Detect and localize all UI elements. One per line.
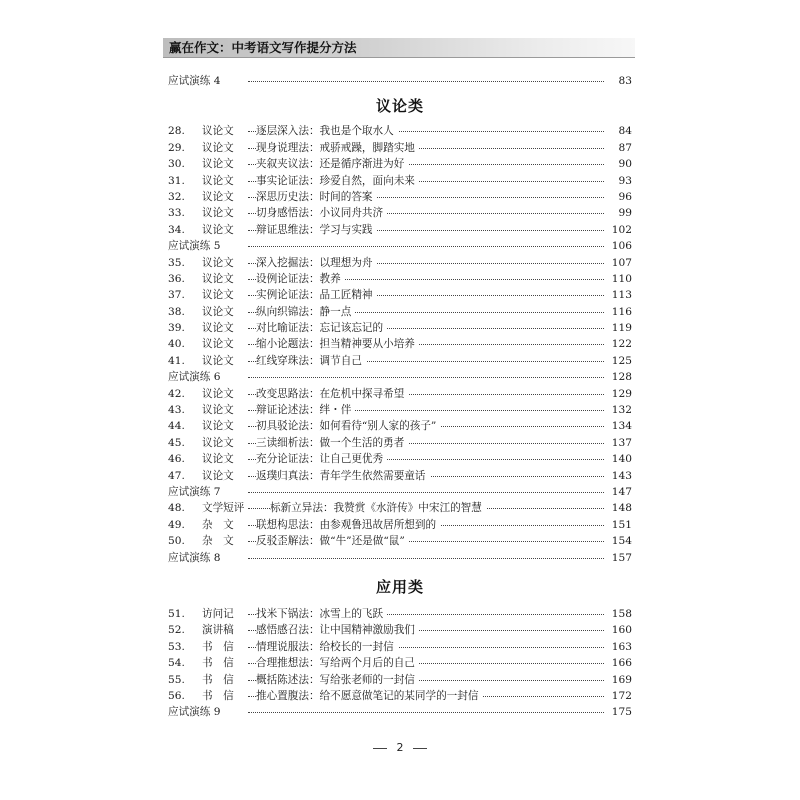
toc-row-number: 49. — [168, 518, 185, 531]
toc-row-number: 34. — [168, 223, 185, 236]
toc-row-title: 设例论证法：教养 — [256, 271, 345, 287]
toc-row-number: 50. — [168, 535, 185, 548]
toc-row-page: 166 — [606, 655, 632, 671]
toc-row-title: 深思历史法：时间的答案 — [256, 189, 377, 205]
toc-row-page: 158 — [606, 606, 632, 622]
toc-row-category: 书 信 — [202, 673, 234, 686]
toc-row-title: 辩证思维法：学习与实践 — [256, 222, 377, 238]
toc-row-number: 53. — [168, 640, 185, 653]
toc-row-page: 125 — [606, 353, 632, 369]
toc-row-number: 43. — [168, 404, 185, 417]
toc-row-category: 议论文 — [202, 141, 234, 154]
toc-row-number: 41. — [168, 354, 185, 367]
toc-row-title: 概括陈述法：写给张老师的一封信 — [256, 672, 419, 688]
toc-row[interactable] — [168, 500, 632, 516]
toc-row-category: 议论文 — [202, 404, 234, 417]
toc-row[interactable] — [168, 189, 632, 205]
toc-row-category: 议论文 — [202, 158, 234, 171]
toc-row-category: 杂 文 — [202, 535, 234, 548]
toc-row-category: 议论文 — [202, 453, 234, 466]
toc-row-category: 议论文 — [202, 354, 234, 367]
toc-row-title: 辩证论述法：绊・伴 — [256, 402, 355, 418]
toc-row[interactable] — [168, 672, 632, 688]
toc-row-title: 感悟感召法：让中国精神激励我们 — [256, 622, 419, 638]
leader-dots — [248, 81, 604, 82]
toc-row-page: 106 — [606, 238, 632, 254]
toc-row-number: 38. — [168, 305, 185, 318]
toc-row-category: 书 信 — [202, 657, 234, 670]
toc-row-title: 情理说服法：给校长的一封信 — [256, 639, 398, 655]
toc-row-category: 访问记 — [202, 607, 234, 620]
toc-row[interactable] — [168, 222, 632, 238]
toc-row-title: 应试演练 8 — [168, 550, 224, 566]
toc-row-page: 102 — [606, 222, 632, 238]
toc-row-title: 实例论证法：品工匠精神 — [256, 287, 377, 303]
toc-row-category: 议论文 — [202, 223, 234, 236]
toc-row-number: 52. — [168, 624, 185, 637]
toc-row-page: 93 — [606, 173, 632, 189]
toc-row-practice[interactable] — [168, 238, 632, 254]
toc-row-practice[interactable] — [168, 369, 632, 385]
toc-row-title: 找米下锅法：冰雪上的飞跃 — [256, 606, 387, 622]
leader-dots — [248, 377, 604, 378]
toc-row[interactable] — [168, 140, 632, 156]
toc-row[interactable] — [168, 402, 632, 418]
toc-row-number: 55. — [168, 673, 185, 686]
toc-row-page: 148 — [606, 500, 632, 516]
toc-row-number: 51. — [168, 607, 185, 620]
toc-row-title: 夹叙夹议法：还是循序渐进为好 — [256, 156, 408, 172]
toc-row[interactable] — [168, 304, 632, 320]
toc-row-title: 应试演练 4 — [168, 73, 224, 89]
toc-row-number: 32. — [168, 190, 185, 203]
toc-row[interactable] — [168, 639, 632, 655]
toc-row-category: 议论文 — [202, 305, 234, 318]
toc-row-practice[interactable] — [168, 484, 632, 500]
sections-container — [168, 91, 632, 720]
toc-row[interactable] — [168, 123, 632, 139]
running-header — [163, 38, 635, 58]
toc-row-practice[interactable] — [168, 704, 632, 720]
toc-row-page: 154 — [606, 533, 632, 549]
toc-row-page: 172 — [606, 688, 632, 704]
leader-dots — [248, 492, 604, 493]
toc-row-category: 议论文 — [202, 387, 234, 400]
toc-row[interactable] — [168, 606, 632, 622]
toc-row-number: 33. — [168, 207, 185, 220]
footer-dash-right — [413, 748, 427, 749]
toc-row[interactable] — [168, 255, 632, 271]
toc-row-page: 134 — [606, 418, 632, 434]
toc-row-number: 40. — [168, 338, 185, 351]
toc-row[interactable] — [168, 336, 632, 352]
toc-row-page: 90 — [606, 156, 632, 172]
toc-row-page: 87 — [606, 140, 632, 156]
toc-row-number: 54. — [168, 657, 185, 670]
toc-row-category: 议论文 — [202, 420, 234, 433]
toc-row-number: 36. — [168, 272, 185, 285]
toc-row-page: 116 — [606, 304, 632, 320]
toc-row-number: 35. — [168, 256, 185, 269]
toc-row-page: 169 — [606, 672, 632, 688]
toc-row-category: 议论文 — [202, 207, 234, 220]
toc-row-page: 143 — [606, 468, 632, 484]
toc-row-category: 议论文 — [202, 322, 234, 335]
toc-row[interactable] — [168, 418, 632, 434]
toc-row-category: 议论文 — [202, 469, 234, 482]
section-heading: 应用类 — [375, 577, 424, 596]
toc-row-category: 书 信 — [202, 640, 234, 653]
toc-row-category: 议论文 — [202, 190, 234, 203]
table-of-contents — [168, 73, 632, 721]
toc-row-title: 充分论证法：让自己更优秀 — [256, 451, 387, 467]
toc-row-title: 深入挖掘法：以理想为舟 — [256, 255, 377, 271]
toc-row-title: 缩小论题法：担当精神要从小培养 — [256, 336, 419, 352]
toc-row-page: 137 — [606, 435, 632, 451]
toc-row-title: 反驳歪解法：做“牛”还是做“鼠” — [256, 533, 409, 549]
toc-row[interactable] — [168, 655, 632, 671]
book-title: 赢在作文：中考语文写作提分方法 — [169, 40, 357, 55]
toc-row-page: 113 — [606, 287, 632, 303]
toc-row[interactable] — [168, 173, 632, 189]
toc-row-page: 122 — [606, 336, 632, 352]
toc-row-number: 30. — [168, 158, 185, 171]
toc-row-title: 三读细析法：做一个生活的勇者 — [256, 435, 408, 451]
toc-row-number: 46. — [168, 453, 185, 466]
toc-row-number: 56. — [168, 689, 185, 702]
toc-row-page: 140 — [606, 451, 632, 467]
toc-row-title: 对比喻证法：忘记该忘记的 — [256, 320, 387, 336]
toc-row-page: 151 — [606, 517, 632, 533]
toc-row-page: 147 — [606, 484, 632, 500]
toc-row-category: 议论文 — [202, 174, 234, 187]
toc-row-category: 议论文 — [202, 289, 234, 302]
toc-row[interactable] — [168, 451, 632, 467]
leader-dots — [248, 712, 604, 713]
leader-dots — [248, 558, 604, 559]
toc-row-page: 157 — [606, 550, 632, 566]
page-number: 2 — [396, 741, 404, 754]
toc-row-title: 应试演练 7 — [168, 484, 224, 500]
toc-row-title: 标新立异法：我赞赏《水浒传》中宋江的智慧 — [270, 500, 486, 516]
toc-row-number: 29. — [168, 141, 185, 154]
toc-row[interactable] — [168, 622, 632, 638]
toc-row-number: 44. — [168, 420, 185, 433]
toc-row[interactable] — [168, 688, 632, 704]
toc-row-page: 99 — [606, 205, 632, 221]
toc-row-title: 应试演练 5 — [168, 238, 224, 254]
toc-row-title: 初具驳论法：如何看待“别人家的孩子” — [256, 418, 440, 434]
toc-row-number: 48. — [168, 502, 185, 515]
toc-row-number: 42. — [168, 387, 185, 400]
section-heading: 议论类 — [375, 97, 424, 116]
toc-row-page: 132 — [606, 402, 632, 418]
toc-row-practice[interactable] — [168, 73, 632, 89]
footer-dash-left — [373, 748, 387, 749]
toc-row-category: 议论文 — [202, 125, 234, 138]
toc-row-page: 110 — [606, 271, 632, 287]
page-footer — [0, 741, 800, 754]
toc-row-title: 纵向织锦法：静一点 — [256, 304, 355, 320]
toc-row-number: 28. — [168, 125, 185, 138]
toc-row-page: 129 — [606, 386, 632, 402]
toc-row-title: 事实论证法：珍爱自然，面向未来 — [256, 173, 419, 189]
toc-row-category: 演讲稿 — [202, 624, 234, 637]
toc-row-title: 现身说理法：戒骄戒躁，脚踏实地 — [256, 140, 419, 156]
toc-row-page: 84 — [606, 123, 632, 139]
toc-row-page: 163 — [606, 639, 632, 655]
toc-row-page: 83 — [606, 73, 632, 89]
toc-row-practice[interactable] — [168, 550, 632, 566]
toc-row-category: 议论文 — [202, 436, 234, 449]
toc-row-title: 推心置腹法：给不愿意做笔记的某同学的一封信 — [256, 688, 482, 704]
toc-row-number: 37. — [168, 289, 185, 302]
toc-row-page: 128 — [606, 369, 632, 385]
toc-row-page: 96 — [606, 189, 632, 205]
toc-row[interactable] — [168, 386, 632, 402]
toc-row-number: 31. — [168, 174, 185, 187]
toc-row[interactable] — [168, 205, 632, 221]
toc-row-number: 39. — [168, 322, 185, 335]
toc-row-number: 45. — [168, 436, 185, 449]
toc-row-title: 联想构思法：由参观鲁迅故居所想到的 — [256, 517, 440, 533]
toc-row-category: 议论文 — [202, 256, 234, 269]
toc-row[interactable] — [168, 287, 632, 303]
toc-row-category: 议论文 — [202, 338, 234, 351]
toc-row[interactable] — [168, 468, 632, 484]
toc-row[interactable] — [168, 533, 632, 549]
toc-row-title: 改变思路法：在危机中探寻希望 — [256, 386, 408, 402]
toc-row-title: 切身感悟法：小议同舟共济 — [256, 205, 387, 221]
toc-row[interactable] — [168, 435, 632, 451]
toc-row-category: 书 信 — [202, 689, 234, 702]
toc-row[interactable] — [168, 271, 632, 287]
toc-row-category: 杂 文 — [202, 518, 234, 531]
toc-row[interactable] — [168, 156, 632, 172]
toc-row-page: 175 — [606, 704, 632, 720]
toc-row[interactable] — [168, 517, 632, 533]
toc-row-title: 应试演练 6 — [168, 369, 224, 385]
toc-row-page: 107 — [606, 255, 632, 271]
toc-row-category: 文学短评 — [202, 502, 245, 515]
toc-row-title: 返璞归真法：青年学生依然需要童话 — [256, 468, 430, 484]
toc-row[interactable] — [168, 353, 632, 369]
toc-row-page: 119 — [606, 320, 632, 336]
toc-row-title: 合理推想法：写给两个月后的自己 — [256, 655, 419, 671]
toc-row-title: 应试演练 9 — [168, 704, 224, 720]
toc-row-number: 47. — [168, 469, 185, 482]
toc-row[interactable] — [168, 320, 632, 336]
toc-row-category: 议论文 — [202, 272, 234, 285]
leader-dots — [248, 246, 604, 247]
toc-row-page: 160 — [606, 622, 632, 638]
toc-row-title: 逐层深入法：我也是个取水人 — [256, 123, 398, 139]
toc-row-title: 红线穿珠法：调节自己 — [256, 353, 366, 369]
